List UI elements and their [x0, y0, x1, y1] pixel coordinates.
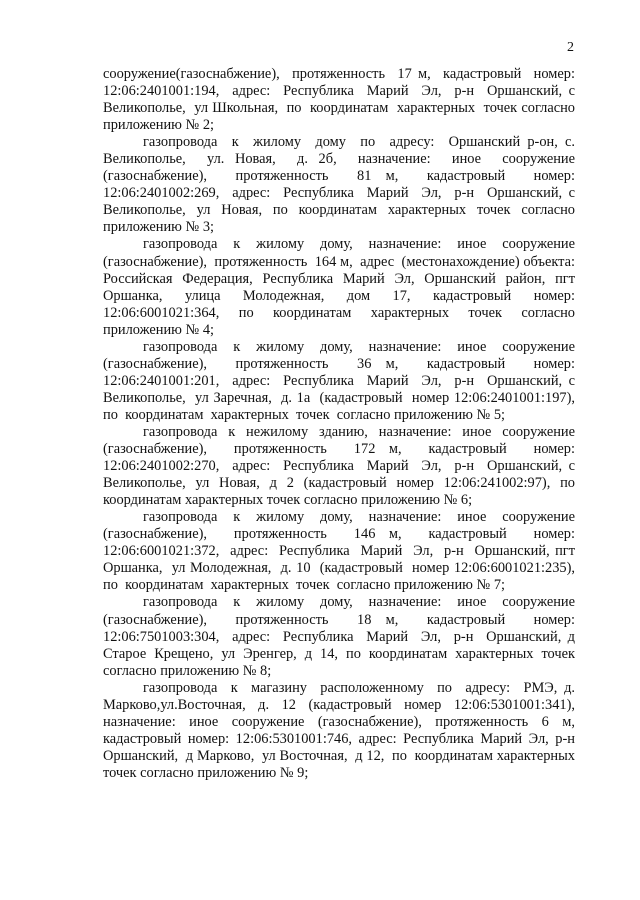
paragraph-item-3: газопровода к жилому дому по адресу: Оршанский р-он, с. Великополье, ул. Новая, д. 2б, назначение: иное сооружение (газоснабжение), протяженность 81 м, кадастровый номер: 12:06:2401002:269, адрес: Республика Марий Эл, р-н Оршанский, с Великополье, ул Новая, по координатам характерных точек согласно приложению № 3;: [103, 134, 579, 236]
page-number: 2: [567, 40, 574, 55]
paragraph-item-8: газопровода к жилому дому, назначение: иное сооружение (газоснабжение), протяженность 18 м, кадастровый номер: 12:06:7501003:304, адрес: Республика Марий Эл, р-н Оршанский, д Старое Крещено, ул Эренгер, д 14, по координатам характерных точек согласно приложению № 8;: [103, 594, 579, 679]
paragraph-item-5: газопровода к жилому дому, назначение: иное сооружение (газоснабжение), протяженность 36 м, кадастровый номер: 12:06:2401001:201, адрес: Республика Марий Эл, р-н Оршанский, с Великополье, ул Заречная, д. 1а (кадастровый номер 12:06:2401001:197), по координатам характерных точек согласно приложению № 5;: [103, 338, 583, 423]
paragraph-item-4: газопровода к жилому дому, назначение: иное сооружение (газоснабжение), протяженность 164 м, адрес (местонахождение) объекта: Российская Федерация, Республика Марий Эл, Оршанский район, пгт Оршанка, улица Молодежная, дом 17, кадастровый номер: 12:06:6001021:364, по координатам характерных точек согласно приложению № 4;: [103, 236, 579, 338]
paragraph-item-7: газопровода к жилому дому, назначение: иное сооружение (газоснабжение), протяженность 146 м, кадастровый номер: 12:06:6001021:372, адрес: Республика Марий Эл, р-н Оршанский, пгт Оршанка, ул Молодежная, д. 10 (кадастровый номер 12:06:6001021:235), по координатам характерных точек согласно приложению № 7;: [103, 509, 583, 594]
document-body: [103, 66, 583, 782]
paragraph-item-9: газопровода к магазину расположенному по адресу: РМЭ, д. Марково,ул.Восточная, д. 12 (кадастровый номер 12:06:5301001:341), назначение: иное сооружение (газоснабжение), протяженность 6 м, кадастровый номер: 12:06:5301001:746, адрес: Республика Марий Эл, р-н Оршанский, д Марково, ул Восточная, д 12, по координатам характерных точек согласно приложению № 9;: [103, 679, 579, 781]
paragraph-item-6: газопровода к нежилому зданию, назначение: иное сооружение (газоснабжение), протяженность 172 м, кадастровый номер: 12:06:2401002:270, адрес: Республика Марий Эл, р-н Оршанский, с Великополье, ул Новая, д 2 (кадастровый номер 12:06:241002:97), по координатам характерных точек согласно приложению № 6;: [103, 423, 579, 509]
paragraph-item-2: сооружение(газоснабжение), протяженность 17 м, кадастровый номер: 12:06:2401001:194, адрес: Республика Марий Эл, р-н Оршанский, с Великополье, ул Школьная, по координатам характерных точек согласно приложению № 2;: [103, 66, 579, 134]
